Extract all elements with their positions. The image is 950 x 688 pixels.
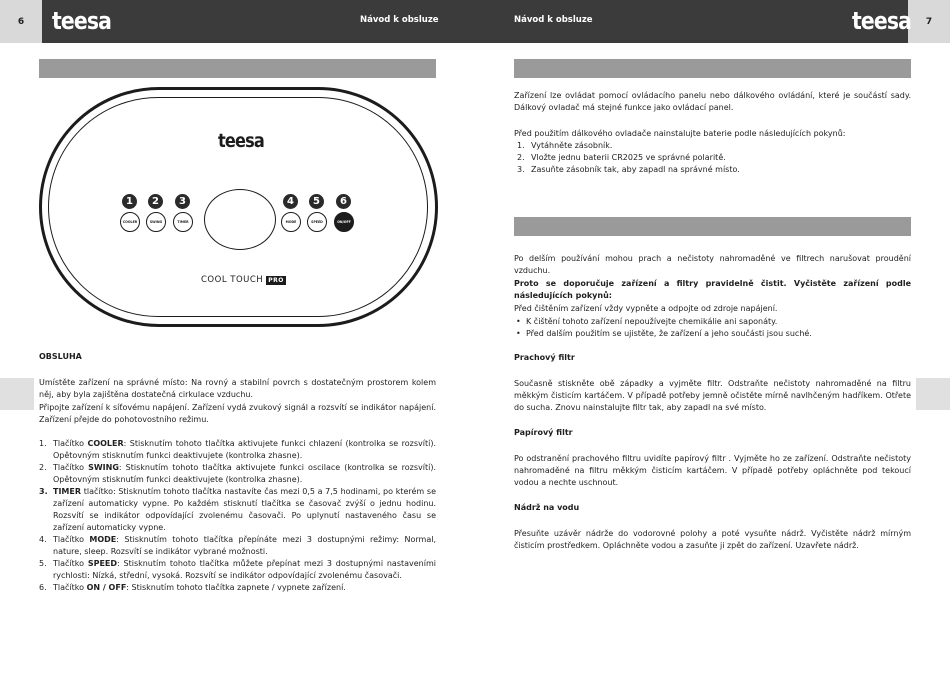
list-item: • K čištění tohoto zařízení nepoužívejte chemikálie ani saponáty.: [516, 317, 778, 326]
header-title-left: Návod k obsluze: [360, 15, 439, 25]
product-name: COOL TOUCH: [201, 275, 264, 285]
list-item: 1. Tlačítko COOLER: Stisknutím tohoto tlačítka aktivujete funkci chlazení (kontrolka se rozsvítí). Opětovným stisknutím funkci deaktivujete (kontrolka zhasne).: [39, 439, 436, 460]
section-bar-remote: [514, 59, 911, 78]
cleaning-bullets: [514, 316, 911, 340]
remote-intro: Zařízení lze ovládat pomocí ovládacího panelu nebo dálkového ovládání, které je součástí sady. Dálkový ovladač má stejné funkce jako ovládací panel.: [514, 91, 911, 113]
list-item: 4. Tlačítko MODE: Stisknutím tohoto tlačítka přepínáte mezi 3 dostupnými režimy: Normal, nature, sleep. Rozsvítí se indikátor vybrané možnosti.: [39, 535, 436, 556]
callout-number-1: 1: [122, 194, 137, 209]
product-label: [201, 275, 286, 285]
dust-filter-heading: Prachový filtr: [514, 353, 575, 362]
callout-number-2: 2: [148, 194, 163, 209]
cleaning-recommendation: Proto se doporučuje zařízení a filtry pravidelně čistit. Vyčistěte zařízení podle následujících pokynů:: [514, 279, 911, 301]
list-item: 5. Tlačítko SPEED: Stisknutím tohoto tlačítka můžete přepínat mezi 3 dostupnými nastaveními rychlosti: Nízká, střední, vysoká. Rozsvítí se indikátor odpovídající zvolenému časovači.: [39, 559, 436, 580]
button-functions-list: [39, 438, 436, 594]
cleaning-note: Před čištěním zařízení vždy vypněte a odpojte od zdroje napájení.: [514, 304, 778, 313]
cooler-button: COOLER: [120, 212, 140, 232]
paper-filter-heading: Papírový filtr: [514, 428, 573, 437]
list-item: 1. Vytáhněte zásobník.: [517, 141, 613, 150]
page-number-right: 7: [908, 0, 950, 43]
swing-button: SWING: [146, 212, 166, 232]
panel-logo: teesa: [218, 130, 264, 152]
water-tank-heading: Nádrž na vodu: [514, 503, 580, 512]
section-bar-cleaning: [514, 217, 911, 236]
dust-filter-text: Současně stiskněte obě západky a vyjměte filtr. Odstraňte nečistoty nahromaděné na filtru měkkým čisticím kartáčem. V případě potřeby jemně očistěte mírně navlhčeným hadříkem. Otřete do sucha. Znovu nainstalujte filtr tak, aby zapadl na své místo.: [514, 379, 911, 413]
callout-number-5: 5: [309, 194, 324, 209]
cleaning-intro: Po delším používání mohou prach a nečistoty nahromaděné ve filtrech narušovat proudění vzduchu.: [514, 254, 911, 276]
callout-number-6: 6: [336, 194, 351, 209]
speed-button: SPEED: [307, 212, 327, 232]
page-header: [0, 0, 950, 43]
side-tab-left: [0, 378, 34, 410]
brand-logo-right: teesa: [852, 7, 912, 35]
power-button: ON/OFF: [334, 212, 354, 232]
power-paragraph: Připojte zařízení k síťovému napájení. Zařízení vydá zvukový signál a rozsvítí se indikátor napájení. Zařízení přejde do pohotovostního režimu.: [39, 403, 436, 425]
section-bar-left: [39, 59, 436, 78]
operation-heading: OBSLUHA: [39, 352, 82, 361]
header-title-right: Návod k obsluze: [514, 15, 593, 25]
list-item: 3. TIMER tlačítko: Stisknutím tohoto tlačítka nastavíte čas mezi 0,5 a 7,5 hodinami, po kterém se zařízení automaticky vypne. Po každém stisknutí tlačítka se časovač zvýší o jednu hodinu. Rozsvítí se indikátor odpovídající zvolenému časovači. Po uplynutí nastaveného času se zařízení automaticky vypne.: [39, 487, 436, 532]
list-item: 3. Zasuňte zásobník tak, aby zapadl na správné místo.: [517, 165, 740, 174]
page-number-left: 6: [0, 0, 42, 43]
mode-button: MODE: [281, 212, 301, 232]
water-tank-text: Přesuňte uzávěr nádrže do vodorovné polohy a poté vysuňte nádrž. Vyčistěte nádrž mírným čisticím prostředkem. Opláchněte vodou a zasuňte ji zpět do zařízení. Uzavřete nádrž.: [514, 529, 911, 551]
panel-dial: [204, 189, 276, 250]
list-item: 6. Tlačítko ON / OFF: Stisknutím tohoto tlačítka zapnete / vypnete zařízení.: [39, 583, 346, 592]
battery-intro: Před použitím dálkového ovladače nainstalujte baterie podle následujících pokynů:: [514, 129, 846, 138]
callout-number-3: 3: [175, 194, 190, 209]
battery-steps: [517, 140, 907, 176]
timer-button: TIMER: [173, 212, 193, 232]
brand-logo-left: teesa: [52, 7, 112, 35]
product-badge: PRO: [268, 276, 284, 284]
list-item: 2. Vložte jednu baterii CR2025 ve správné polaritě.: [517, 153, 726, 162]
list-item: 2. Tlačítko SWING: Stisknutím tohoto tlačítka aktivujete funkci oscilace (kontrolka se rozsvítí). Opětovným stisknutím funkci deaktivujete (kontrolka zhasne).: [39, 463, 436, 484]
side-tab-right: [916, 378, 950, 410]
placement-paragraph: Umístěte zařízení na správné místo: Na rovný a stabilní povrch s dostatečným prostorem kolem něj, aby byla zajištěna dostatečná cirkulace vzduchu.: [39, 378, 436, 400]
paper-filter-text: Po odstranění prachového filtru uvidíte papírový filtr . Vyjměte ho ze zařízení. Odstraňte nečistoty nahromaděné na filtru měkkým čisticím kartáčem. V případě potřeby opláchněte pod tekoucí vodou a nechte uschnout.: [514, 454, 911, 488]
callout-number-4: 4: [283, 194, 298, 209]
list-item: • Před dalším použitím se ujistěte, že zařízení a jeho součásti jsou suché.: [516, 329, 812, 338]
